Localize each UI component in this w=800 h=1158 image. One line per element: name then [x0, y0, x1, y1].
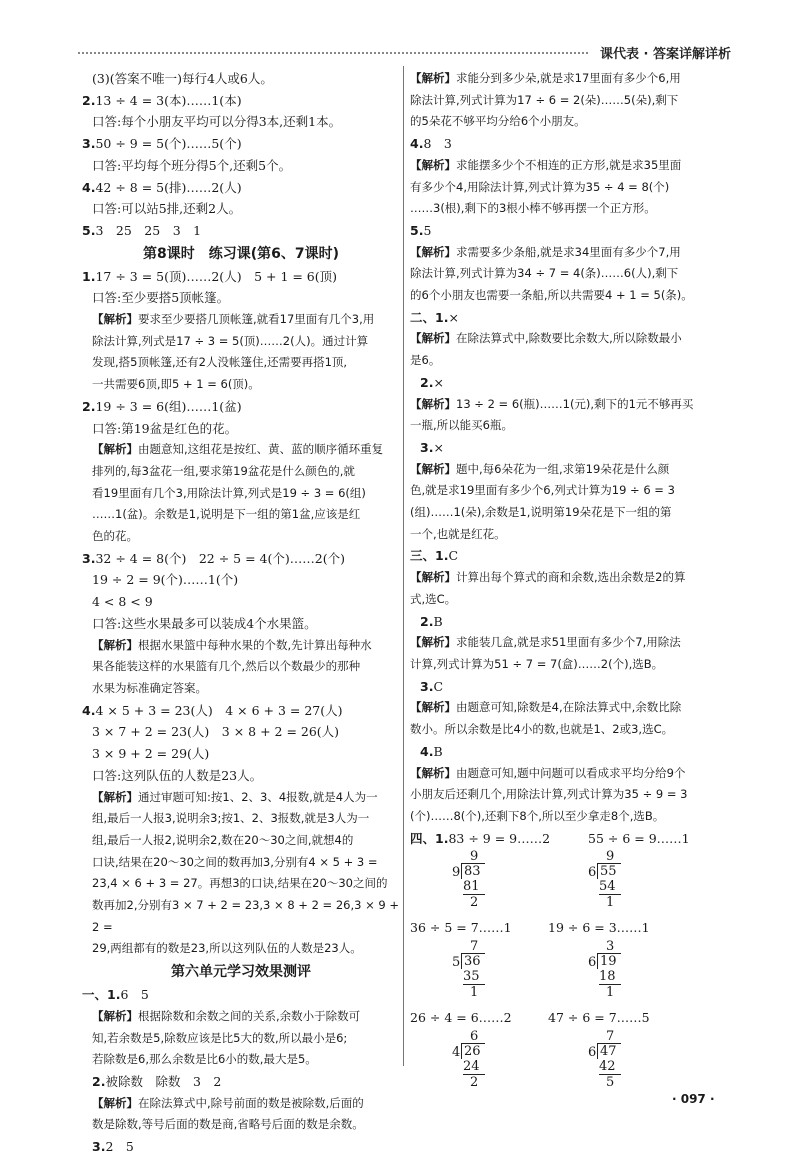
item-number: 1.: [82, 268, 96, 284]
analysis-text: 题中,每6朵花为一组,求第19朵花是什么颜: [456, 461, 670, 476]
equation: 47 ÷ 6 = 7……5: [548, 1010, 650, 1026]
answer-line: 19 ÷ 3 = 6(组)……1(盆): [95, 398, 242, 414]
item-number: 2.: [82, 92, 96, 108]
analysis-text: 求需要多少条船,就是求34里面有多少个7,用: [456, 244, 681, 259]
answer-line: 口答:每个小朋友平均可以分得3本,还剩1本。: [92, 114, 342, 130]
item-number: 5.: [82, 222, 96, 238]
analysis-text: 排列的,每3盆花一组,要求第19盆花是什么颜色的,就: [92, 463, 355, 478]
analysis-label: 【解析】: [410, 461, 456, 476]
item-number: 3.: [420, 439, 434, 455]
analysis-text: 若除数是6,那么余数是比6小的数,最大是5。: [92, 1052, 317, 1067]
divisor: 4: [452, 1044, 461, 1060]
analysis-text: 一瓶,所以能买6瓶。: [410, 418, 513, 433]
equation: 83 ÷ 9 = 9……2: [448, 830, 551, 846]
divisor: 6: [588, 1044, 597, 1060]
analysis-text: 的6个小朋友也需要一条船,所以共需要4 + 1 = 5(条)。: [410, 288, 693, 303]
equation: 55 ÷ 6 = 9……1: [588, 830, 690, 846]
analysis-label: 【解析】: [410, 331, 456, 346]
analysis-text: (组)……1(朵),余数是1,说明第19朵花是下一组的第: [410, 505, 672, 520]
answer-line: 口答:至少要搭5顶帐篷。: [92, 290, 230, 306]
analysis-text: ……3(根),剩下的3根小棒不够再摆一个正方形。: [410, 201, 656, 216]
item-number: 2.: [82, 398, 96, 414]
analysis-text: 数再加2,分别有3 × 7 + 2 = 23,3 × 8 + 2 = 26,3 × 9 + 2 =: [92, 898, 400, 934]
item-number: 三、1.: [410, 548, 449, 564]
product: 24: [463, 1059, 485, 1075]
analysis-text: 求能装几盒,就是求51里面有多少个7,用除法: [456, 635, 681, 650]
analysis-label: 【解析】: [410, 244, 456, 259]
analysis-label: 【解析】: [92, 637, 138, 652]
dividend: 26: [464, 1043, 481, 1059]
analysis-text: 的5朵花不够平均分给6个小朋友。: [410, 114, 586, 129]
quotient: 9: [606, 849, 615, 865]
analysis-text: 色的花。: [92, 529, 138, 544]
analysis-label: 【解析】: [92, 1008, 138, 1023]
analysis-label: 【解析】: [410, 700, 456, 715]
analysis-text: 计算出每个算式的商和余数,选出余数是2的算: [456, 570, 686, 585]
item-number: 3.: [82, 136, 96, 152]
analysis-text: 果各能装这样的水果篮有几个,然后以个数最少的那种: [92, 659, 361, 674]
analysis-text: 除法计算,列式计算为17 ÷ 6 = 2(朵)……5(朵),剩下: [410, 92, 679, 107]
item-number: 5.: [410, 222, 424, 238]
answer-line: ×: [433, 439, 444, 455]
item-number: 2.: [420, 374, 434, 390]
analysis-text: 除法计算,列式计算为34 ÷ 7 = 4(条)……6(人),剩下: [410, 266, 679, 281]
analysis-text: 色,就是求19里面有多少个6,列式计算为19 ÷ 6 = 3: [410, 483, 675, 498]
analysis-label: 【解析】: [410, 157, 456, 172]
analysis-text: 看19里面有几个3,用除法计算,列式是19 ÷ 3 = 6(组): [92, 485, 366, 500]
page-number: · 097 ·: [672, 1092, 715, 1106]
item-number: 4.: [82, 179, 96, 195]
analysis-text: 29,两组都有的数是23,所以这列队伍的人数是23人。: [92, 941, 362, 956]
right-column: [410, 68, 728, 1097]
remainder: 5: [606, 1074, 615, 1090]
analysis-text: 一共需要6顶,即5 + 1 = 6(顶)。: [92, 377, 260, 392]
answer-line: 口答:这些水果最多可以装成4个水果篮。: [92, 615, 317, 631]
answer-line: C: [448, 548, 459, 564]
analysis-label: 【解析】: [410, 635, 456, 650]
quotient: 3: [606, 939, 615, 955]
item-number: 3.: [92, 1139, 106, 1155]
dividend: 36: [464, 954, 481, 970]
answer-line: ×: [448, 309, 459, 325]
item-number: 二、1.: [410, 309, 449, 325]
answer-line: 被除数 除数 3 2: [105, 1073, 222, 1089]
remainder: 1: [470, 985, 479, 1001]
product: 81: [463, 879, 485, 895]
item-number: 2.: [92, 1073, 106, 1089]
analysis-text: 23,4 × 6 + 3 = 27。再想3的口诀,结果在20～30之间的: [92, 876, 388, 891]
header-rule: [78, 52, 588, 54]
answer-line: 3 × 9 + 2 = 29(人): [92, 746, 210, 762]
analysis-text: 计算,列式计算为51 ÷ 7 = 7(盒)……2(个),选B。: [410, 656, 664, 671]
analysis-text: 一个,也就是红花。: [410, 526, 506, 541]
analysis-text: 由题意可知,除数是4,在除法算式中,余数比除: [456, 700, 682, 715]
answer-line: 口答:这列队伍的人数是23人。: [92, 767, 263, 783]
analysis-text: 除法计算,列式是17 ÷ 3 = 5(顶)……2(人)。通过计算: [92, 333, 369, 348]
answer-line: 42 ÷ 8 = 5(排)……2(人): [95, 179, 242, 195]
remainder: 1: [606, 895, 615, 911]
item-number: 4.: [82, 702, 96, 718]
quotient: 7: [606, 1028, 615, 1044]
answer-line: ×: [433, 374, 444, 390]
answer-line: B: [433, 743, 443, 759]
analysis-label: 【解析】: [410, 765, 456, 780]
item-number: 2.: [420, 613, 434, 629]
analysis-text: 水果为标准确定答案。: [92, 680, 207, 695]
item-number: 4.: [420, 743, 434, 759]
analysis-text: 式,选C。: [410, 591, 457, 606]
item-number: 3.: [420, 678, 434, 694]
answer-line: (3)(答案不唯一)每行4人或6人。: [92, 71, 273, 86]
analysis-text: 根据水果篮中每种水果的个数,先计算出每种水: [138, 637, 372, 652]
analysis-text: 由题意知,这组花是按红、黄、蓝的顺序循环重复: [138, 442, 384, 457]
answer-line: 4 < 8 < 9: [92, 594, 153, 610]
page-header-title: 课代表 · 答案详解详析: [600, 47, 731, 62]
analysis-text: 求能摆多少个不相连的正方形,就是求35里面: [456, 157, 682, 172]
analysis-text: 组,最后一人报2,说明余2,数在20～30之间,就想4的: [92, 832, 354, 847]
analysis-label: 【解析】: [92, 442, 138, 457]
analysis-text: 由题意可知,题中问题可以看成求平均分给9个: [456, 765, 686, 780]
item-number: 4.: [410, 136, 424, 152]
quotient: 9: [470, 849, 479, 865]
equation: 26 ÷ 4 = 6……2: [410, 1010, 512, 1026]
answer-line: 4 × 5 + 3 = 23(人) 4 × 6 + 3 = 27(人): [95, 702, 343, 718]
analysis-label: 【解析】: [410, 71, 456, 85]
product: 42: [599, 1059, 621, 1075]
divisor: 6: [588, 865, 597, 881]
section-title: 第六单元学习效果测评: [171, 964, 311, 981]
analysis-text: 发现,搭5顶帐篷,还有2人没帐篷住,还需要再搭1顶,: [92, 355, 348, 370]
analysis-text: 有多少个4,用除法计算,列式计算为35 ÷ 4 = 8(个): [410, 179, 670, 194]
answer-line: 3 25 25 3 1: [95, 222, 202, 238]
analysis-label: 【解析】: [92, 312, 138, 327]
divisor: 9: [452, 865, 461, 881]
column-divider: [403, 66, 404, 1066]
product: 54: [599, 879, 621, 895]
product: 35: [463, 969, 485, 985]
section-title: 第8课时 练习课(第6、7课时): [142, 245, 340, 262]
analysis-text: ……1(盆)。余数是1,说明是下一组的第1盆,应该是红: [92, 507, 361, 522]
remainder: 2: [470, 895, 479, 911]
analysis-text: 组,最后一人报3,说明余3;按1、2、3报数,就是3人为一: [92, 811, 370, 826]
answer-line: 口答:第19盆是红色的花。: [92, 420, 238, 436]
analysis-label: 【解析】: [92, 1095, 138, 1110]
analysis-text: 小朋友后还剩几个,用除法计算,列式计算为35 ÷ 9 = 3: [410, 787, 688, 802]
answer-line: 32 ÷ 4 = 8(个) 22 ÷ 5 = 4(个)……2(个): [95, 550, 345, 566]
answer-line: 5: [423, 222, 432, 238]
answer-line: 口答:平均每个班分得5个,还剩5个。: [92, 157, 292, 173]
divisor: 5: [452, 955, 461, 971]
analysis-text: 数是除数,等号后面的数是商,省略号后面的数是余数。: [92, 1117, 364, 1132]
analysis-text: 数小。所以余数是比4小的数,也就是1、2或3,选C。: [410, 722, 674, 737]
answer-line: 19 ÷ 2 = 9(个)……1(个): [92, 572, 239, 588]
analysis-text: 在除法算式中,除号前面的数是被除数,后面的: [138, 1095, 364, 1110]
analysis-text: 求能分到多少朵,就是求17里面有多少个6,用: [456, 71, 681, 85]
dividend: 19: [600, 954, 617, 970]
left-column: [82, 68, 400, 1158]
equation: 19 ÷ 6 = 3……1: [548, 920, 650, 936]
analysis-text: 根据除数和余数之间的关系,余数小于除数可: [138, 1008, 361, 1023]
answer-line: 口答:可以站5排,还剩2人。: [92, 201, 242, 217]
quotient: 6: [470, 1028, 479, 1044]
dividend: 47: [600, 1043, 617, 1059]
answer-line: 3 × 7 + 2 = 23(人) 3 × 8 + 2 = 26(人): [92, 724, 340, 740]
answer-line: 6 5: [120, 987, 149, 1003]
answer-line: C: [433, 678, 444, 694]
item-number: 3.: [82, 550, 96, 566]
remainder: 1: [606, 985, 615, 1001]
analysis-text: 要求至少要搭几顶帐篷,就看17里面有几个3,用: [138, 312, 375, 327]
analysis-text: 通过审题可知:按1、2、3、4报数,就是4人为一: [138, 789, 378, 804]
quotient: 7: [470, 939, 479, 955]
answer-line: B: [433, 613, 443, 629]
equation: 36 ÷ 5 = 7……1: [410, 920, 512, 936]
analysis-text: 知,若余数是5,除数应该是比5大的数,所以最小是6;: [92, 1030, 348, 1045]
analysis-label: 【解析】: [92, 789, 138, 804]
product: 18: [599, 969, 621, 985]
dividend: 83: [464, 864, 481, 880]
item-number: 一、1.: [82, 987, 121, 1003]
answer-line: 8 3: [423, 136, 452, 152]
analysis-text: (个)……8(个),还剩下8个,所以至少拿走8个,选B。: [410, 808, 665, 823]
answer-line: 13 ÷ 4 = 3(本)……1(本): [95, 92, 242, 108]
remainder: 2: [470, 1074, 479, 1090]
item-number: 四、1.: [410, 830, 449, 846]
answer-line: 2 5: [105, 1139, 134, 1155]
analysis-label: 【解析】: [410, 570, 456, 585]
analysis-text: 是6。: [410, 353, 441, 368]
analysis-text: 13 ÷ 2 = 6(瓶)……1(元),剩下的1元不够再买: [456, 396, 694, 411]
divisor: 6: [588, 955, 597, 971]
analysis-text: 在除法算式中,除数要比余数大,所以除数最小: [456, 331, 682, 346]
dividend: 55: [600, 864, 617, 880]
answer-line: 17 ÷ 3 = 5(顶)……2(人) 5 + 1 = 6(顶): [95, 268, 338, 284]
analysis-text: 口诀,结果在20～30之间的数再加3,分别有4 × 5 + 3 =: [92, 854, 378, 869]
answer-line: 50 ÷ 9 = 5(个)……5(个): [95, 136, 242, 152]
analysis-label: 【解析】: [410, 396, 456, 411]
